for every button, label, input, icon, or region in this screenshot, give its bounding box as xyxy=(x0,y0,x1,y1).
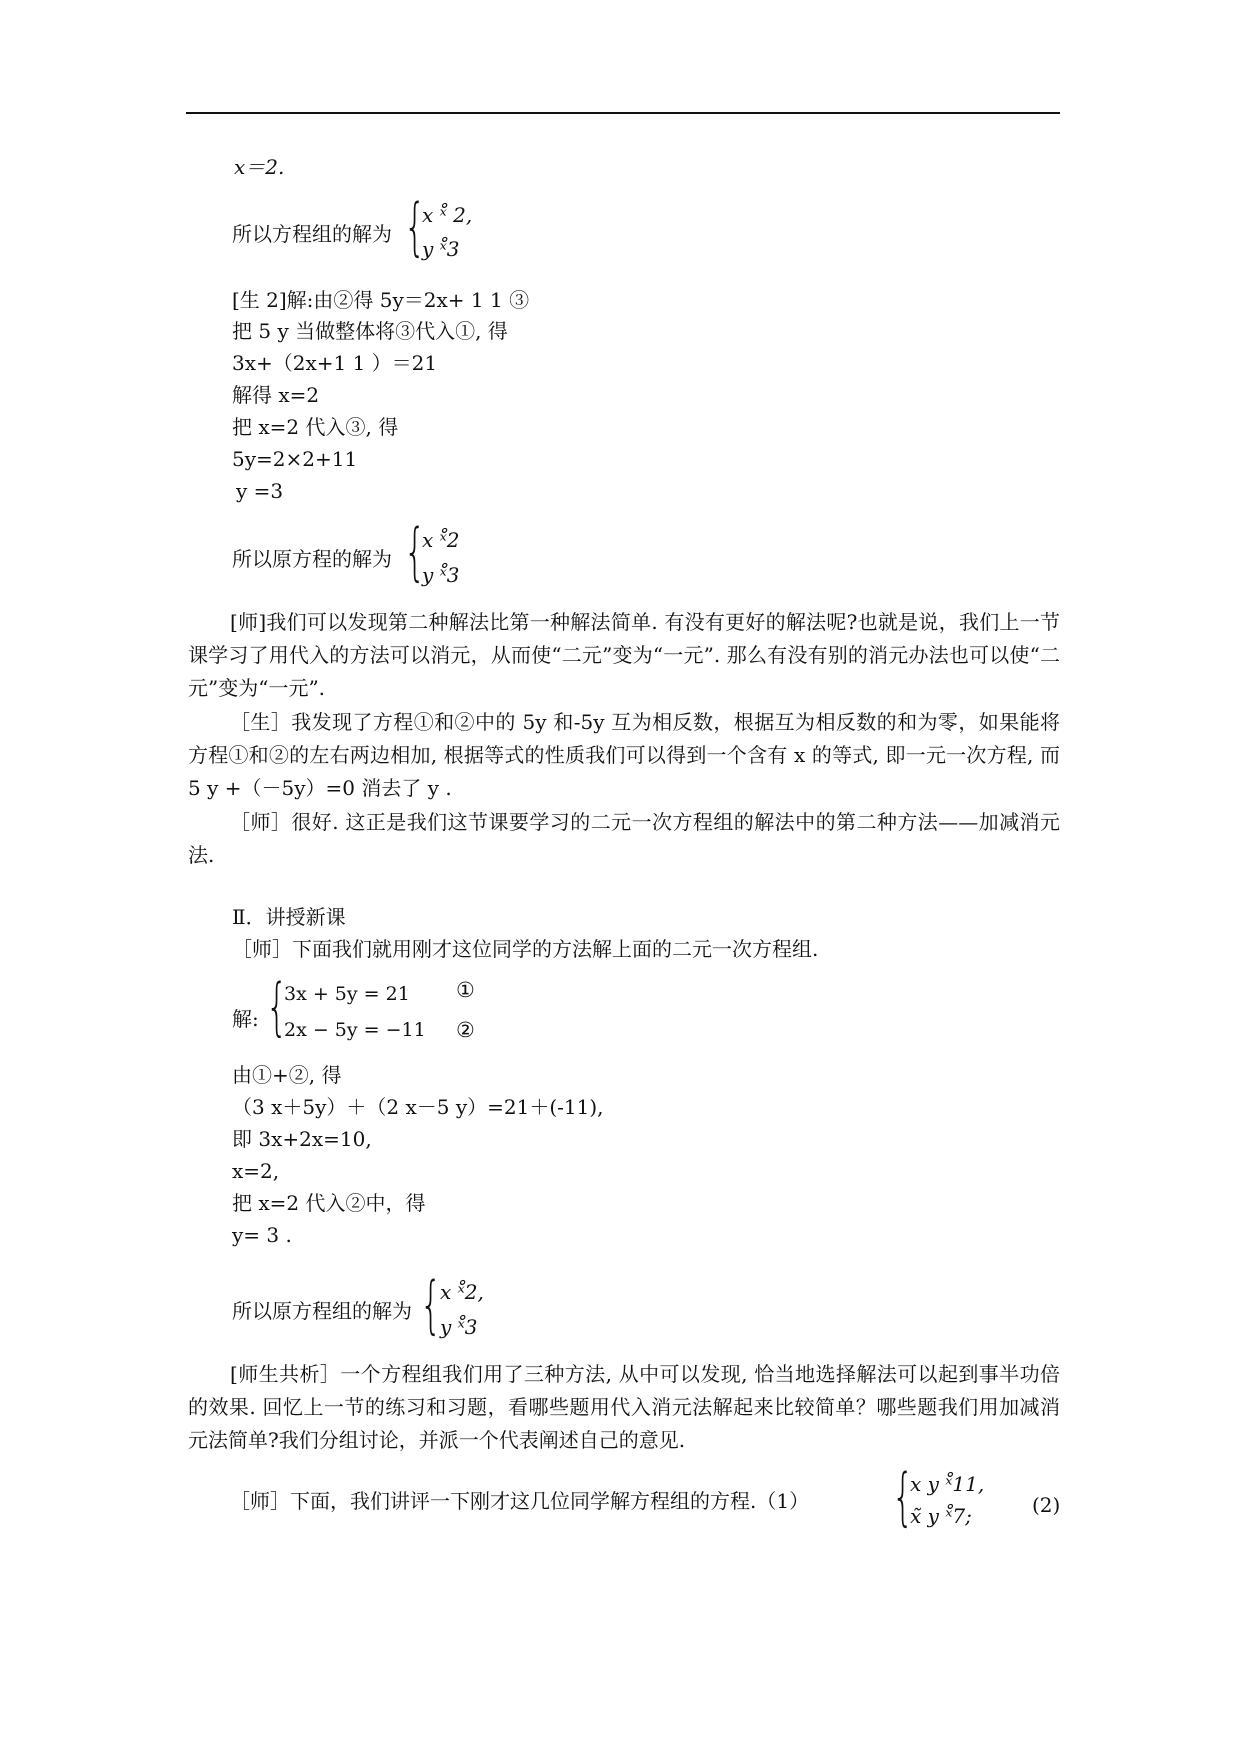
solution-1-row-2: y ˣ̊3 xyxy=(422,237,460,261)
solution-step: x=2, xyxy=(232,1159,280,1183)
exercise-1-row-1: x y ˣ̊11, xyxy=(910,1472,985,1496)
solution-2-prefix: 所以原方程的解为 xyxy=(232,547,392,571)
system-equation-2: 2x − 5y = −11 xyxy=(284,1019,426,1041)
solution-step: 把 x=2 代入②中，得 xyxy=(232,1191,426,1215)
system-equation-1: 3x + 5y = 21 xyxy=(284,983,410,1005)
exercise-2-label: (2) xyxy=(1032,1493,1061,1517)
section-intro: ［师］下面我们就用刚才这位同学的方法解上面的二元一次方程组. xyxy=(232,937,819,961)
solution-1-prefix: 所以方程组的解为 xyxy=(232,222,392,246)
student2-line-2: 把 5 y 当做整体将③代入①, 得 xyxy=(232,319,508,343)
paragraph-teacher-3: ［师］下面，我们讲评一下刚才这几位同学解方程组的方程.（1） xyxy=(230,1489,810,1513)
solution-2-row-1: x ˣ̊2 xyxy=(422,528,460,552)
student2-line-6: 5y=2×2+11 xyxy=(232,447,358,471)
student2-line-3: 3x+（2x+1 1 ）＝21 xyxy=(232,351,438,375)
brace-2: { xyxy=(404,515,426,588)
line-x-equals-2: x＝2. xyxy=(234,155,285,179)
section-heading: Ⅱ．讲授新课 xyxy=(232,905,346,929)
paragraph-teacher-1: [师]我们可以发现第二种解法比第一种解法简单. 有没有更好的解法呢?也就是说，我们上一节课学习了用代入的方法可以消元，从而使“二元”变为“一元”. 那么有没有别的消元办法也可以使“二元”变为“一元”. xyxy=(188,610,1060,700)
brace-system: { xyxy=(266,970,288,1043)
exercise-1-row-2: x̃ y ˣ̊7; xyxy=(910,1504,972,1528)
solution-3-row-1: x ˣ̊2, xyxy=(440,1280,484,1304)
brace-3: { xyxy=(420,1268,442,1341)
solution-step: （3 x＋5y）＋（2 x－5 y）=21＋(-11), xyxy=(232,1095,604,1119)
equation-marker-2: ② xyxy=(456,1018,475,1042)
solution-3-row-2: y ˣ̊3 xyxy=(440,1315,478,1339)
paragraph-shared-analysis: [师生共析］一个方程组我们用了三种方法, 从中可以发现, 恰当地选择解法可以起到事半功倍的效果. 回忆上一节的练习和习题，看哪些题用代入消元法解起来比较简单？哪些题我们用加减消元法简单?我们分组讨论，并派一个代表阐述自己的意见. xyxy=(188,1362,1060,1452)
solution-3-prefix: 所以原方程组的解为 xyxy=(232,1299,412,1323)
student2-line-7: y =3 xyxy=(236,479,284,503)
brace-1: { xyxy=(404,190,426,263)
paragraph-teacher-2: ［师］很好. 这正是我们这节课要学习的二元一次方程组的解法中的第二种方法——加减消元法. xyxy=(188,810,1060,867)
solution-step: y= 3 . xyxy=(232,1223,292,1247)
solution-step: 即 3x+2x=10, xyxy=(232,1127,372,1151)
student2-line-4: 解得 x=2 xyxy=(232,383,320,407)
header-rule xyxy=(186,112,1060,114)
student2-line-1: [生 2]解:由②得 5y＝2x+ 1 1 ③ xyxy=(232,288,530,312)
solution-step: 由①+②, 得 xyxy=(232,1063,342,1087)
solution-1-row-1: x ˣ̊ 2, xyxy=(422,203,473,227)
solution-2-row-2: y ˣ̊3 xyxy=(422,563,460,587)
paragraph-student: ［生］我发现了方程①和②中的 5y 和-5y 互为相反数，根据互为相反数的和为零，如果能将方程①和②的左右两边相加, 根据等式的性质我们可以得到一个含有 x 的等式, 即一元一次方程, 而 5 y +（－5y）=0 消去了 y . xyxy=(188,710,1060,800)
brace-4: { xyxy=(892,1460,914,1533)
jie-label: 解: xyxy=(232,1007,259,1031)
equation-marker-1: ① xyxy=(456,978,475,1002)
student2-line-5: 把 x=2 代入③, 得 xyxy=(232,415,399,439)
